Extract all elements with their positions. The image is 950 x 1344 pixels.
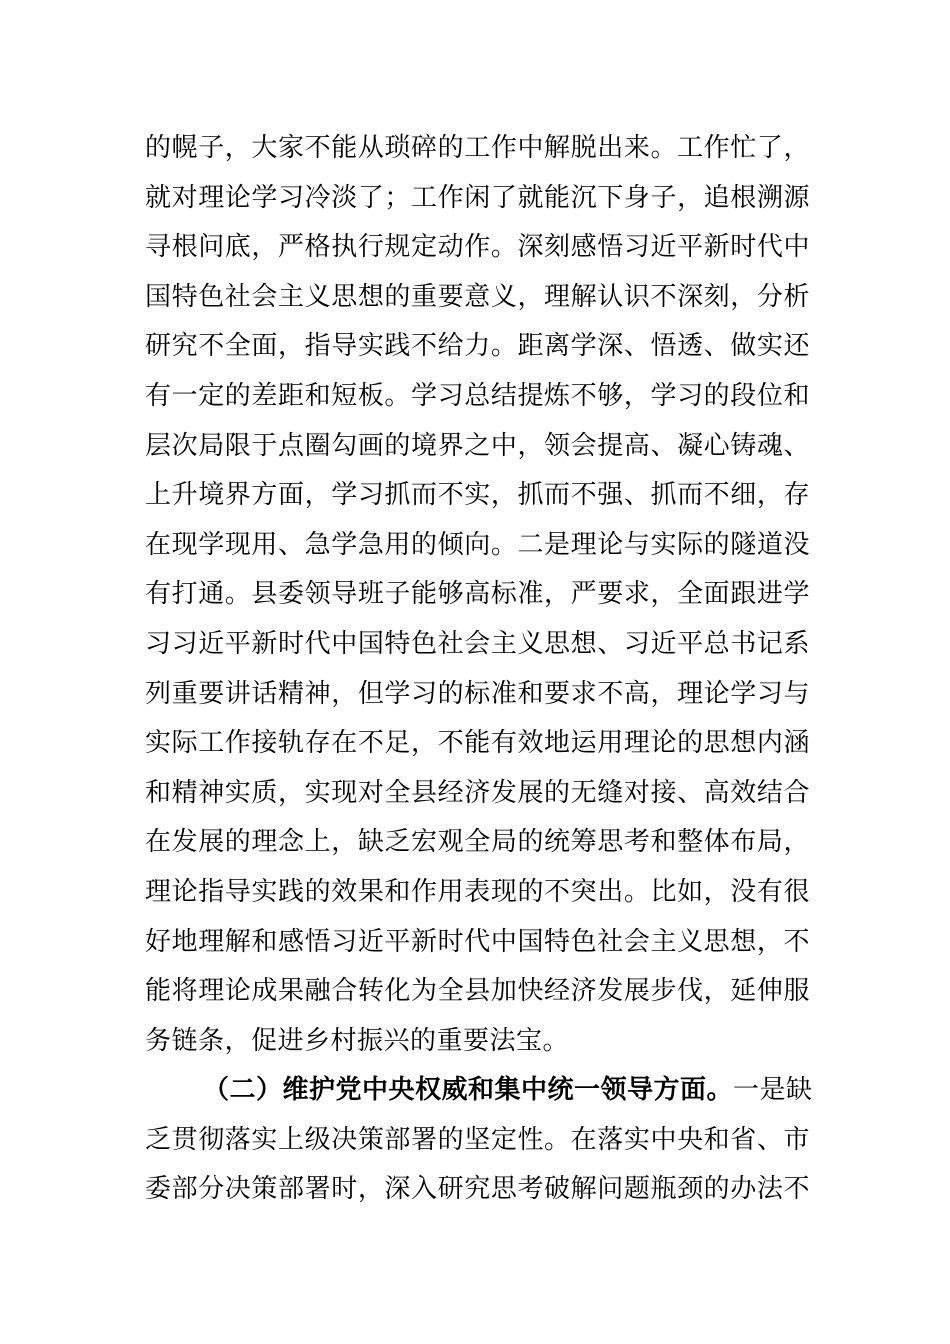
text-line: 习习近平新时代中国特色社会主义思想、习近平总书记系: [145, 628, 810, 659]
text-line: 能将理论成果融合转化为全县加快经济发展步伐，延伸服: [145, 976, 810, 1007]
text-line: 理论指导实践的效果和作用表现的不突出。比如，没有很: [145, 876, 810, 907]
text-line: 寻根问底，严格执行规定动作。深刻感悟习近平新时代中: [145, 232, 810, 263]
text-span: 一是缺: [733, 1075, 813, 1106]
section-heading-line: [145, 1066, 813, 1116]
section-heading: （二）维护党中央权威和集中统一领导方面。: [203, 1075, 734, 1106]
text-line: 研究不全面，指导实践不给力。距离学深、悟透、做实还: [145, 331, 810, 362]
text-line: 实际工作接轨存在不足，不能有效地运用理论的思想内涵: [145, 728, 810, 759]
text-line: 层次局限于点圈勾画的境界之中，领会提高、凝心铸魂、: [145, 430, 810, 461]
text-line: 在现学现用、急学急用的倾向。二是理论与实际的隧道没: [145, 529, 810, 560]
text-line: 有打通。县委领导班子能够高标准，严要求，全面跟进学: [145, 579, 810, 610]
text-line: 好地理解和感悟习近平新时代中国特色社会主义思想，不: [145, 926, 810, 957]
text-line: 就对理论学习冷淡了；工作闲了就能沉下身子，追根溯源: [145, 182, 810, 213]
text-line: 列重要讲话精神，但学习的标准和要求不高，理论学习与: [145, 678, 810, 709]
text-line: 在发展的理念上，缺乏宏观全局的统筹思考和整体布局，: [145, 827, 810, 858]
text-line: 委部分决策部署时，深入研究思考破解问题瓶颈的办法不: [145, 1174, 810, 1205]
text-line: 上升境界方面，学习抓而不实，抓而不强、抓而不细，存: [145, 480, 810, 511]
body-text: [145, 124, 813, 1215]
text-line: 的幌子，大家不能从琐碎的工作中解脱出来。工作忙了，: [145, 133, 810, 163]
text-line: 务链条，促进乡村振兴的重要法宝。: [145, 1025, 570, 1056]
text-line: 国特色社会主义思想的重要意义，理解认识不深刻，分析: [145, 281, 810, 312]
text-line: 和精神实质，实现对全县经济发展的无缝对接、高效结合: [145, 777, 810, 808]
text-line: 有一定的差距和短板。学习总结提炼不够，学习的段位和: [145, 380, 810, 411]
text-line: 乏贯彻落实上级决策部署的坚定性。在落实中央和省、市: [145, 1124, 810, 1155]
